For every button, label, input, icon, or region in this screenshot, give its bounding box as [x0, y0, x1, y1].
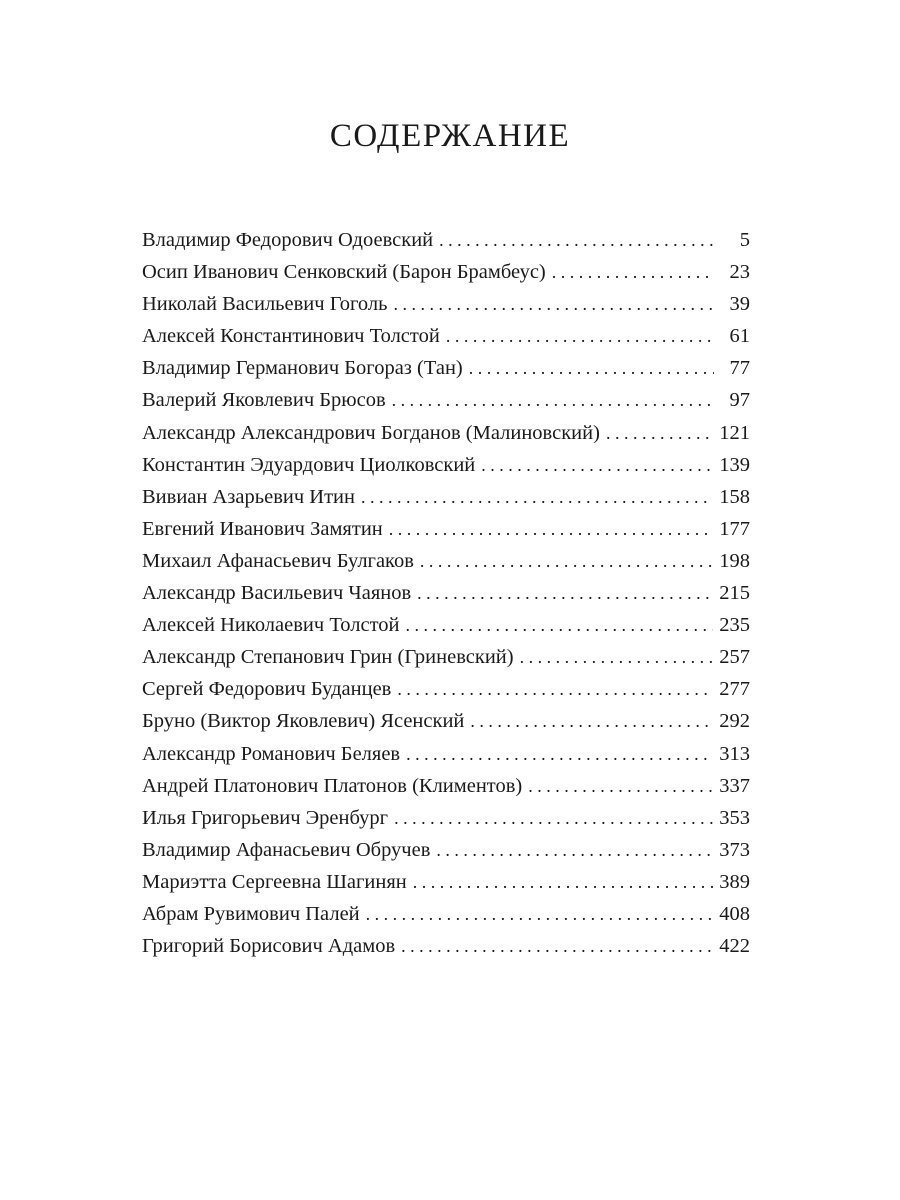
dot-leader [436, 834, 713, 866]
toc-entry [142, 481, 750, 513]
toc-entry-author: Абрам Рувимович Палей [142, 902, 360, 925]
toc-entry-author: Александр Степанович Грин (Гриневский) [142, 646, 514, 669]
toc-entry [142, 834, 750, 866]
dot-leader [470, 705, 713, 737]
toc-entry-author: Владимир Афанасьевич Обручев [142, 838, 431, 861]
toc-entry [142, 417, 750, 449]
toc-entry [142, 384, 750, 416]
dot-leader [420, 545, 713, 577]
toc-entry-author: Илья Григорьевич Эренбург [142, 806, 389, 829]
dot-leader [520, 641, 714, 673]
toc-entry [142, 738, 750, 770]
toc-entry-page-number: 215 [719, 582, 750, 605]
toc-entry-page-number: 177 [719, 517, 750, 540]
dot-leader [481, 449, 713, 481]
toc-entry-author: Евгений Иванович Замятин [142, 517, 383, 540]
toc-entry-author: Бруно (Виктор Яковлевич) Ясенский [142, 710, 465, 733]
dot-leader [394, 802, 713, 834]
toc-entry [142, 770, 750, 802]
toc-entry [142, 609, 750, 641]
toc-entry [142, 513, 750, 545]
toc-entry [142, 866, 750, 898]
dot-leader [417, 577, 713, 609]
toc-entry-author: Валерий Яковлевич Брюсов [142, 389, 386, 412]
toc-entry-page-number: 292 [719, 710, 750, 733]
toc-entry-page-number: 257 [719, 646, 750, 669]
toc-entry [142, 224, 750, 256]
toc-entry-author: Осип Иванович Сенковский (Барон Брамбеус) [142, 261, 546, 284]
toc-entry-author: Сергей Федорович Буданцев [142, 678, 392, 701]
toc-entry [142, 288, 750, 320]
toc-entry-author: Алексей Константинович Толстой [142, 325, 440, 348]
toc-entry [142, 320, 750, 352]
dot-leader [397, 673, 713, 705]
toc-entry [142, 641, 750, 673]
toc-entry-page-number: 313 [719, 742, 750, 765]
dot-leader [446, 320, 714, 352]
dot-leader [439, 224, 714, 256]
toc-entry [142, 256, 750, 288]
toc-entry-author: Владимир Федорович Одоевский [142, 229, 434, 251]
toc-entry-author: Владимир Германович Богораз (Тан) [142, 357, 463, 380]
toc-entry-page-number: 277 [719, 678, 750, 701]
toc-entry-author: Михаил Афанасьевич Булгаков [142, 549, 414, 572]
toc-entry-page-number: 61 [729, 325, 750, 348]
dot-leader [393, 288, 714, 320]
toc-entry [142, 898, 750, 930]
toc-entry [142, 545, 750, 577]
toc-entry-page-number: 389 [719, 870, 750, 893]
toc-entry-page-number: 97 [729, 389, 750, 412]
toc-entry [142, 449, 750, 481]
toc-entry-author: Александр Васильевич Чаянов [142, 582, 412, 605]
toc-entry-page-number: 158 [719, 485, 750, 508]
toc-entry-page-number: 235 [719, 614, 750, 637]
toc-entry-page-number: 5 [739, 229, 750, 251]
toc-entry [142, 673, 750, 705]
toc-entry-author: Александр Александрович Богданов (Малиновский) [142, 421, 600, 444]
table-of-contents [142, 224, 750, 962]
dot-leader [552, 256, 714, 288]
toc-entry-page-number: 337 [719, 774, 750, 797]
toc-entry-author: Алексей Николаевич Толстой [142, 614, 400, 637]
dot-leader [366, 898, 714, 930]
toc-entry-author: Александр Романович Беляев [142, 742, 401, 765]
toc-entry [142, 577, 750, 609]
toc-entry-page-number: 121 [719, 421, 750, 444]
dot-leader [389, 513, 713, 545]
toc-entry-page-number: 77 [729, 357, 750, 380]
toc-entry-author: Андрей Платонович Платонов (Климентов) [142, 774, 523, 797]
toc-entry-author: Григорий Борисович Адамов [142, 935, 396, 958]
dot-leader [392, 384, 714, 416]
toc-entry-page-number: 373 [719, 838, 750, 861]
toc-entry-page-number: 422 [719, 935, 750, 958]
toc-entry-page-number: 139 [719, 453, 750, 476]
toc-entry-author: Вивиан Азарьевич Итин [142, 485, 355, 508]
dot-leader [361, 481, 713, 513]
toc-entry-author: Мариэтта Сергеевна Шагинян [142, 870, 407, 893]
toc-entry-page-number: 39 [729, 293, 750, 316]
dot-leader [413, 866, 714, 898]
toc-entry-author: Николай Васильевич Гоголь [142, 293, 388, 316]
toc-entry [142, 930, 750, 962]
toc-entry [142, 352, 750, 384]
dot-leader [406, 609, 714, 641]
toc-entry-author: Константин Эдуардович Циолковский [142, 453, 476, 476]
dot-leader [401, 930, 713, 962]
dot-leader [606, 417, 713, 449]
toc-entry [142, 705, 750, 737]
toc-entry-page-number: 198 [719, 549, 750, 572]
toc-entry [142, 802, 750, 834]
page-title: СОДЕРЖАНИЕ [329, 118, 571, 154]
toc-entry-page-number: 353 [719, 806, 750, 829]
toc-entry-page-number: 23 [729, 261, 750, 284]
dot-leader [469, 352, 714, 384]
toc-entry-page-number: 408 [719, 902, 750, 925]
dot-leader [406, 738, 713, 770]
dot-leader [528, 770, 713, 802]
